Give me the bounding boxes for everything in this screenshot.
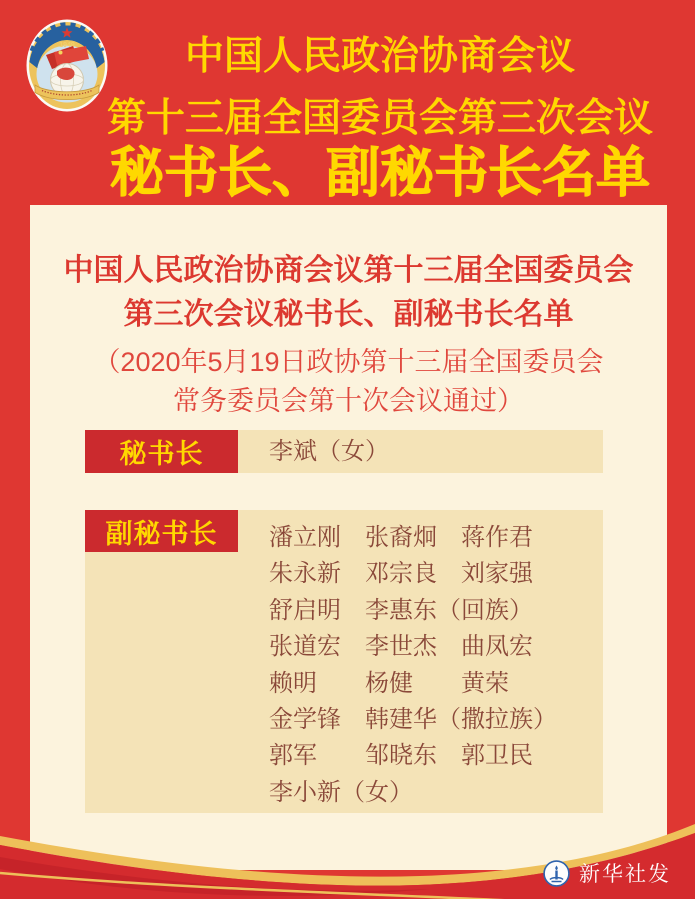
adoption-note: [30, 343, 667, 421]
document-title-line2: 第三次会议秘书长、副秘书长名单: [123, 298, 574, 331]
person-name: 曲凤宏: [461, 633, 533, 661]
name-row: [269, 775, 557, 811]
person-name: 金学锋: [269, 706, 341, 734]
person-name: 郭军: [269, 742, 317, 770]
header: [90, 34, 670, 202]
name-row: [269, 593, 557, 629]
name-row: [269, 738, 557, 774]
person-name: 张道宏: [269, 633, 341, 661]
header-title-line2: 第十三届全国委员会第三次会议: [106, 97, 653, 140]
person-name: 潘立刚: [269, 524, 341, 551]
credit-text: 新华社发: [579, 863, 671, 886]
person-name: 李世杰: [365, 633, 437, 661]
person-name: 赖明: [269, 669, 317, 697]
person-name: 邓宗良: [365, 560, 437, 588]
person-name: 李惠东（回族）: [365, 596, 533, 624]
person-name: 杨健: [365, 669, 413, 697]
person-name: 郭卫民: [461, 742, 533, 770]
person-name: 黄荣: [461, 669, 509, 697]
document-title: [30, 205, 667, 337]
name-row: [269, 666, 557, 702]
adoption-note-line2: 常务委员会第十次会议通过）: [173, 386, 524, 416]
xinhua-logo-icon: [543, 860, 570, 887]
content-panel: [30, 205, 667, 870]
emblem-year: 1949: [59, 42, 75, 49]
person-name: 邹晓东: [365, 742, 437, 770]
person-name: 韩建华（撒拉族）: [365, 706, 557, 734]
header-title-line3: 秘书长、副秘书长名单: [110, 143, 650, 203]
document-title-line1: 中国人民政治协商会议第十三届全国委员会: [63, 254, 634, 287]
name-row: [269, 629, 557, 665]
secretary-general-name: 李斌（女）: [269, 438, 389, 465]
header-title-line1: 中国人民政治协商会议: [184, 35, 575, 78]
name-row: [269, 520, 557, 556]
name-row: [269, 556, 557, 592]
adoption-note-line1: （2020年5月19日政协第十三届全国委员会: [93, 347, 604, 377]
person-name: 张裔炯: [365, 524, 437, 551]
person-name: 蒋作君: [461, 524, 533, 551]
credit: [543, 858, 671, 888]
person-name: 舒启明: [269, 596, 341, 624]
person-name: 朱永新: [269, 560, 341, 588]
deputy-name-rows: [269, 520, 557, 811]
deputy-secretaries-block: [85, 510, 603, 813]
secretary-general-label: 秘书长: [85, 430, 238, 473]
name-row: [269, 702, 557, 738]
deputy-secretaries-label: 副秘书长: [85, 510, 238, 552]
person-name: 李小新（女）: [269, 778, 413, 806]
person-name: 刘家强: [461, 560, 533, 588]
secretary-general-row: [85, 430, 603, 473]
